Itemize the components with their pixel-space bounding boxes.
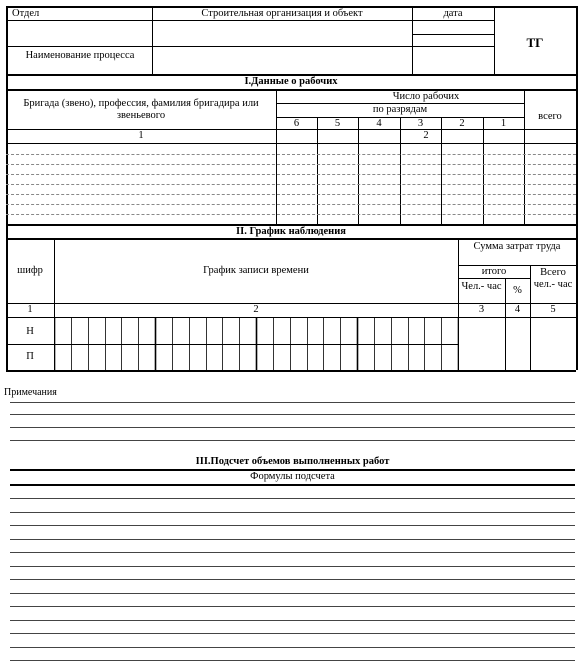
note-line [10,427,575,428]
formula-line [10,552,575,553]
formula-line [10,512,575,513]
formula-line [10,660,575,661]
section3-title: III.Подсчет объемов выполненных работ [195,456,390,467]
header-rule [6,46,152,47]
time-graph-label: График записи времени [203,265,309,276]
header-rule [458,265,576,266]
total-label: всего [538,111,562,122]
grade-divider [483,117,484,224]
header-rule [458,278,530,279]
grade-2: 2 [459,118,465,129]
workers-count-label: Число рабочих [392,91,460,102]
data-row [6,214,576,215]
grade-4: 4 [376,118,382,129]
col-divider [458,238,459,370]
section-rule [6,89,576,91]
data-row [6,164,576,165]
date-label: дата [443,8,463,19]
grade-6: 6 [293,118,300,129]
table-border-right [576,6,578,370]
formula-line [10,579,575,580]
note-line [10,402,575,403]
grade-divider [358,117,359,224]
formula-line [10,498,575,499]
header-rule [412,34,494,35]
total-man-hour-label: Всего чел.- час [533,267,573,290]
data-row [6,184,576,185]
row-label-n: Н [26,326,34,337]
row-rule [6,129,576,130]
row-rule [6,143,576,144]
data-row [6,204,576,205]
section2-title: II. График наблюдения [236,226,346,237]
row-label-p: П [26,351,34,362]
column-number-3: 3 [478,304,485,315]
section-rule [6,238,576,240]
column-number-1: 1 [138,130,144,141]
percent-label: % [513,285,522,296]
grade-1: 1 [500,118,507,129]
note-line [10,440,575,441]
grade-3: 3 [417,118,424,129]
table-border-bottom [6,370,576,372]
data-row [6,174,576,175]
header-rule [412,46,494,47]
row-rule [6,303,576,304]
formula-line [10,566,575,567]
brigade-label: Бригада (звено), профессия, фамилия бригадира или звеньевого [23,98,259,121]
section1-title: I.Данные о рабочих [244,76,338,87]
notes-label: Примечания [4,387,57,398]
formula-line [10,539,575,540]
data-row [6,154,576,155]
formulas-label: Формулы подсчета [250,471,335,482]
formula-line [10,647,575,648]
code-label: шифр [17,265,43,276]
note-line [10,414,575,415]
formula-line [10,593,575,594]
organization-label: Строительная организация и объект [201,8,363,19]
column-number-4: 4 [514,304,521,315]
sum-labor-label: Сумма затрат труда [473,241,561,252]
column-number-5: 5 [550,304,556,315]
formula-line [10,620,575,621]
grade-5: 5 [334,118,341,129]
man-hour-label: Чел.- час [461,281,502,292]
section-rule [10,484,575,486]
department-label: Отдел [12,8,40,19]
grade-divider [441,117,442,224]
formula-line [10,606,575,607]
process-name-label: Наименование процесса [25,50,135,61]
header-rule [6,20,494,21]
form-code: ТГ [526,35,544,50]
data-row [6,194,576,195]
formula-line [10,633,575,634]
grade-divider [317,117,318,224]
column-number-2: 2 [253,304,259,315]
column-number-2: 2 [423,130,429,141]
formula-line [10,525,575,526]
by-grade-label: по разрядам [372,104,428,115]
header-rule [152,46,412,47]
itogo-label: итого [481,266,507,277]
grade-divider [400,117,401,224]
time-grid [54,317,458,370]
column-number-1: 1 [27,304,33,315]
